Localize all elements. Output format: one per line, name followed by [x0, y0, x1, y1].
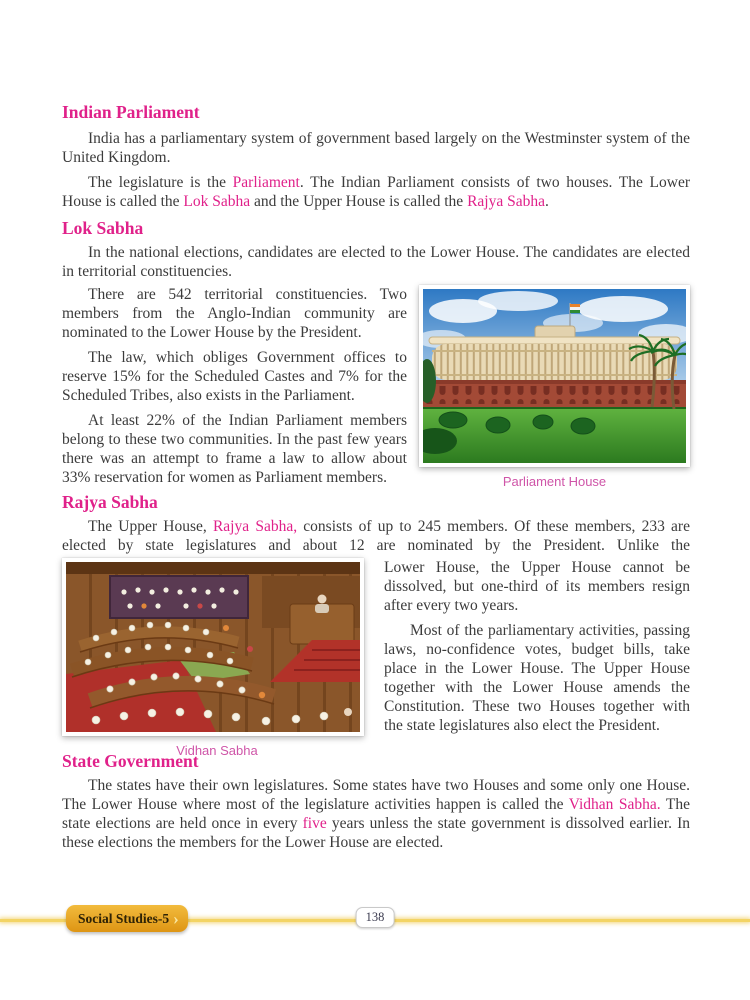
chevron-right-icon: ›	[173, 909, 179, 928]
paragraph-lok-1: In the national elections, candidates are elected to the Lower House. The candidates are elected in territorial constituencies.	[62, 244, 690, 280]
heading-lok-sabha: Lok Sabha	[62, 218, 144, 238]
paragraph-rajya-1-continued: Lower House, the Upper House cannot be dissolved, but one-third of its members resign after every two years.	[384, 559, 690, 614]
paragraph-rajya-2: Most of the parliamentary activities, passing laws, no-confidence votes, budget bills, take place in the Lower House. The Upper House together with the Lower House amends the Constitution. These two Houses together with the state legislatures also elect the President.	[384, 622, 690, 734]
heading-rajya-sabha: Rajya Sabha	[62, 492, 158, 512]
paragraph-state-1: The states have their own legislatures. Some states have two Houses and some only one House. The Lower House where most of the legislature activities happen is called the Vidhan Sabha. The state elections are held once in every five years unless the state government is dissolved earlier. In these elections the members for the Lower House are elected.	[62, 777, 690, 851]
rajya-sabha-columns	[62, 558, 690, 758]
rajya-sabha-text-column	[384, 558, 690, 758]
vidhan-sabha-photo	[62, 558, 364, 736]
parliament-photo-column	[419, 285, 690, 493]
paragraph-lok-2: There are 542 territorial constituencies. Two members from the Anglo-Indian community are nominated to the Lower House by the President.	[62, 286, 407, 341]
book-title-badge	[66, 905, 188, 932]
heading-indian-parliament: Indian Parliament	[62, 102, 200, 122]
paragraph-intro-1: India has a parliamentary system of government based largely on the Westminster system of the United Kingdom.	[62, 130, 690, 166]
paragraph-intro-2: The legislature is the Parliament. The Indian Parliament consists of two houses. The Lower House is called the Lok Sabha and the Upper House is called the Rajya Sabha.	[62, 174, 690, 210]
page-number-badge: 138	[356, 907, 395, 928]
vidhan-sabha-illustration	[66, 562, 360, 732]
vidhan-photo-column	[62, 558, 372, 758]
paragraph-lok-3: The law, which obliges Government offices to reserve 15% for the Scheduled Castes and 7% for the Scheduled Tribes, also exists in the Parliament.	[62, 349, 407, 404]
book-title-label: Social Studies-5	[78, 910, 170, 926]
paragraph-rajya-1: The Upper House, Rajya Sabha, consists of up to 245 members. Of these members, 233 are elected by state legislatures and about 12 are nominated by the President. Unlike the	[62, 518, 690, 554]
parliament-house-figure	[419, 285, 690, 489]
lok-sabha-columns	[62, 285, 690, 493]
paragraph-lok-4: At least 22% of the Indian Parliament members belong to these two communities. In the past few years there was an attempt to frame a law to allow about 33% reservation for women as Parliament members.	[62, 412, 407, 486]
parliament-house-photo	[419, 285, 690, 467]
parliament-house-illustration	[423, 289, 686, 463]
vidhan-sabha-caption: Vidhan Sabha	[176, 743, 258, 758]
lok-sabha-text-column	[62, 285, 407, 493]
heading-state-government: State Government	[62, 751, 199, 771]
parliament-house-caption: Parliament House	[502, 474, 607, 489]
vidhan-sabha-figure	[62, 558, 372, 758]
